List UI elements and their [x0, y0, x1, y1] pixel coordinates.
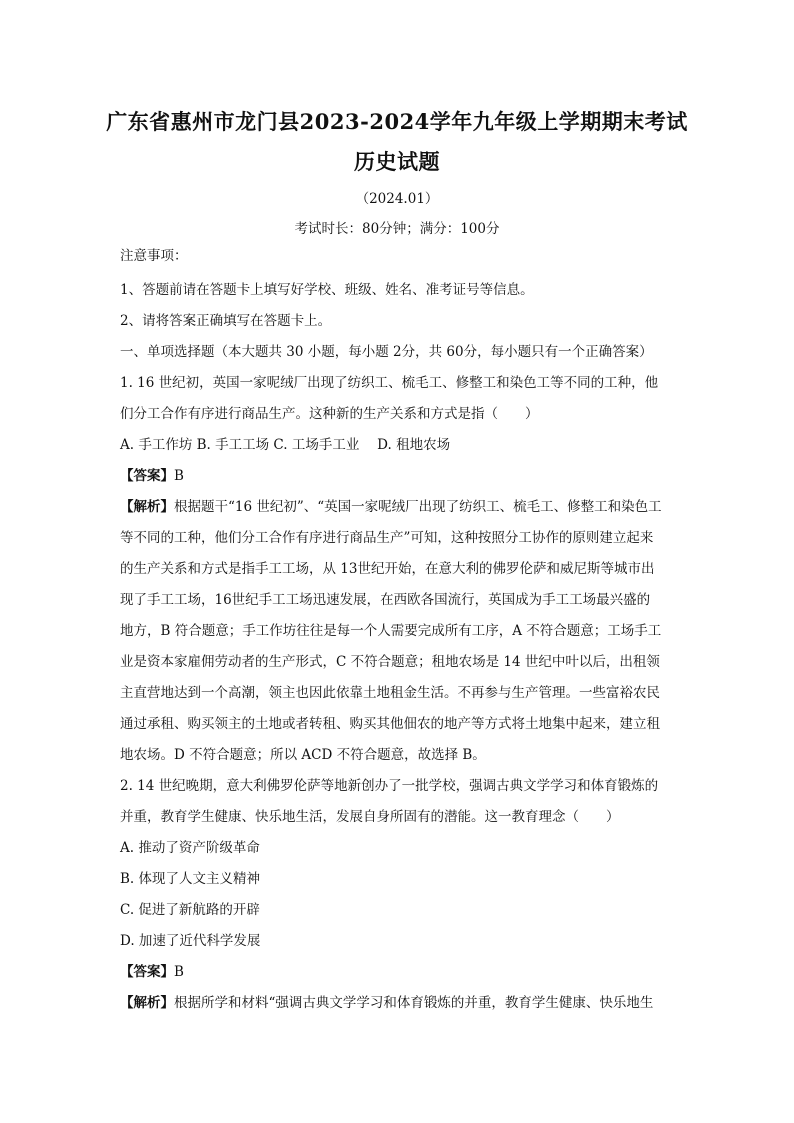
notes-heading: 注意事项： — [120, 248, 188, 264]
document-title-line2: 历史试题 — [354, 149, 440, 174]
exam-date: （2024.01） — [355, 191, 439, 207]
q1-analysis-line: 现了手工工场，16世纪手工工场迅速发展，在西欧各国流行，英国成为手工工场最兴盛的 — [120, 592, 651, 608]
q1-options: A. 手工作坊 B. 手工工场 C. 工场手工业 D. 租地农场 — [120, 437, 451, 453]
q1-analysis-line: 等不同的工种，他们分工合作有序进行商品生产”可知，这种按照分工协作的原则建立起来 — [120, 530, 654, 546]
q2-stem-line: 并重，教育学生健康、快乐地生活，发展自身所固有的潜能。这一教育理念（ ） — [120, 809, 620, 825]
q2-option-b: B. 体现了人文主义精神 — [120, 871, 261, 887]
section-heading: 一、单项选择题（本大题共 30 小题，每小题 2分，共 60分，每小题只有一个正确答案） — [120, 344, 653, 360]
analysis-label: 【解析】 — [120, 499, 174, 515]
q2-stem-line: 2. 14 世纪晚期，意大利佛罗伦萨等地新创办了一批学校，强调古典文学学习和体育锻炼的 — [120, 778, 659, 794]
note-item-1: 1、答题前请在答题卡上填写好学校、班级、姓名、准考证号等信息。 — [120, 282, 534, 298]
q1-analysis-line: 地农场。D 不符合题意；所以 ACD 不符合题意，故选择 B。 — [120, 747, 486, 763]
analysis-text: 根据所学和材料“强调古典文学学习和体育锻炼的并重，教育学生健康、快乐地生 — [174, 995, 654, 1011]
document-title-line1: 广东省惠州市龙门县2023-2024学年九年级上学期期末考试 — [106, 109, 688, 134]
q1-answer — [120, 466, 680, 486]
q2-analysis-line — [120, 993, 680, 1013]
analysis-label: 【解析】 — [120, 995, 174, 1011]
q1-analysis-line: 业是资本家雇佣劳动者的生产形式，C 不符合题意；租地农场是 14 世纪中叶以后，出租领 — [120, 654, 660, 670]
q1-analysis-line: 通过承租、购买领主的土地或者转租、购买其他佃农的地产等方式将土地集中起来，建立租 — [120, 716, 660, 732]
q2-option-c: C. 促进了新航路的开辟 — [120, 902, 260, 918]
q1-analysis-line — [120, 497, 680, 517]
q1-stem-line: 1. 16 世纪初，英国一家呢绒厂出现了纺织工、梳毛工、修整工和染色工等不同的工种，他 — [120, 375, 659, 391]
answer-value: B — [174, 964, 184, 980]
q1-analysis-line: 地方，B 符合题意；手工作坊往往是每一个人需要完成所有工序，A 不符合题意；工场手工 — [120, 623, 662, 639]
q1-analysis-line: 的生产关系和方式是指手工工场，从 13世纪开始，在意大利的佛罗伦萨和威尼斯等城市出 — [120, 561, 655, 577]
q1-stem-line: 们分工合作有序进行商品生产。这种新的生产关系和方式是指（ ） — [120, 406, 539, 422]
exam-info: 考试时长：80分钟；满分：100分 — [294, 221, 500, 237]
q1-analysis-line: 主直营地达到一个高潮，领主也因此依靠土地租金生活。不再参与生产管理。一些富裕农民 — [120, 685, 660, 701]
answer-label: 【答案】 — [120, 964, 174, 980]
answer-value: B — [174, 468, 184, 484]
note-item-2: 2、请将答案正确填写在答题卡上。 — [120, 313, 332, 329]
analysis-text: 根据题干“16 世纪初”、“英国一家呢绒厂出现了纺织工、梳毛工、修整工和染色工 — [174, 499, 662, 515]
q2-option-a: A. 推动了资产阶级革命 — [120, 840, 260, 856]
q2-option-d: D. 加速了近代科学发展 — [120, 933, 261, 949]
answer-label: 【答案】 — [120, 468, 174, 484]
q2-answer — [120, 962, 680, 982]
